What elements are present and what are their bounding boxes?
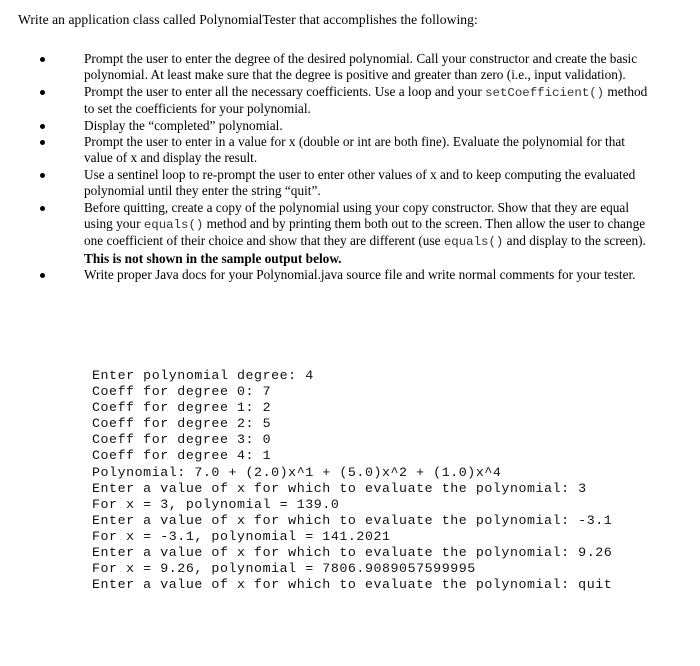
item-text: Use a sentinel loop to re-prompt the user to enter other values of x and to keep computing the evaluated polynomial until they enter the string “quit”. <box>84 166 636 199</box>
list-item <box>0 134 700 167</box>
list-item <box>0 167 700 200</box>
bullet-icon <box>40 140 45 145</box>
output-line: Coeff for degree 0: 7 <box>92 384 272 400</box>
requirements-list <box>0 51 700 284</box>
bullet-icon <box>40 173 45 178</box>
bullet-icon <box>40 57 45 62</box>
bullet-icon <box>40 273 45 278</box>
item-text: method and by printing them both out to the screen. Then allow the user to change one coefficient of their choice and show that they are different (use <box>84 216 646 249</box>
list-item <box>0 267 700 283</box>
output-line: For x = -3.1, polynomial = 141.2021 <box>92 528 391 544</box>
bold-note: This is not shown in the sample output below. <box>84 250 342 266</box>
output-line: For x = 9.26, polynomial = 7806.9089057599995 <box>92 561 476 577</box>
output-line: Enter a value of x for which to evaluate the polynomial: 3 <box>92 480 587 496</box>
output-line: Enter polynomial degree: 4 <box>92 368 314 383</box>
item-text: Prompt the user to enter the degree of the desired polynomial. Call your constructor and create the basic polynomial. At least make sure that the degree is positive and greater than zero (i.e., input validation). <box>84 51 638 83</box>
output-line: Coeff for degree 1: 2 <box>92 400 272 416</box>
output-line: Coeff for degree 4: 1 <box>92 448 272 464</box>
output-line: Enter a value of x for which to evaluate the polynomial: quit <box>92 577 613 593</box>
inline-code: equals() <box>443 235 504 250</box>
item-text: Write proper Java docs for your Polynomial.java source file and write normal comments for your tester. <box>84 267 636 283</box>
inline-code: equals() <box>143 218 204 233</box>
output-line: For x = 3, polynomial = 139.0 <box>92 496 340 512</box>
output-line: Enter a value of x for which to evaluate the polynomial: -3.1 <box>92 512 613 528</box>
item-text: Prompt the user to enter all the necessary coefficients. Use a loop and your <box>84 83 486 99</box>
bullet-icon <box>40 206 45 211</box>
assignment-heading: Write an application class called PolynomialTester that accomplishes the following: <box>18 12 478 27</box>
item-text: Prompt the user to enter in a value for x (double or int are both fine). Evaluate the polynomial for that value of x and display the result. <box>84 134 625 166</box>
list-item <box>0 51 700 84</box>
item-text: and display to the screen). <box>503 233 646 249</box>
inline-code: setCoefficient() <box>485 85 605 100</box>
item-text: method to set the coefficients for your polynomial. <box>84 83 648 117</box>
item-text: Before quitting, create a copy of the polynomial using your copy constructor. Show that they are equal using your <box>84 199 630 232</box>
output-line: Coeff for degree 2: 5 <box>92 416 272 432</box>
output-line: Coeff for degree 3: 0 <box>92 432 272 448</box>
output-line: Enter a value of x for which to evaluate the polynomial: 9.26 <box>92 545 613 561</box>
output-line: Polynomial: 7.0 + (2.0)x^1 + (5.0)x^2 + (1.0)x^4 <box>92 464 502 480</box>
list-item <box>0 200 700 268</box>
list-item <box>0 84 700 118</box>
item-text: Display the “completed” polynomial. <box>84 117 283 133</box>
sample-output <box>92 368 612 593</box>
bullet-icon <box>40 124 45 129</box>
list-item <box>0 118 700 134</box>
bullet-icon <box>40 90 45 95</box>
